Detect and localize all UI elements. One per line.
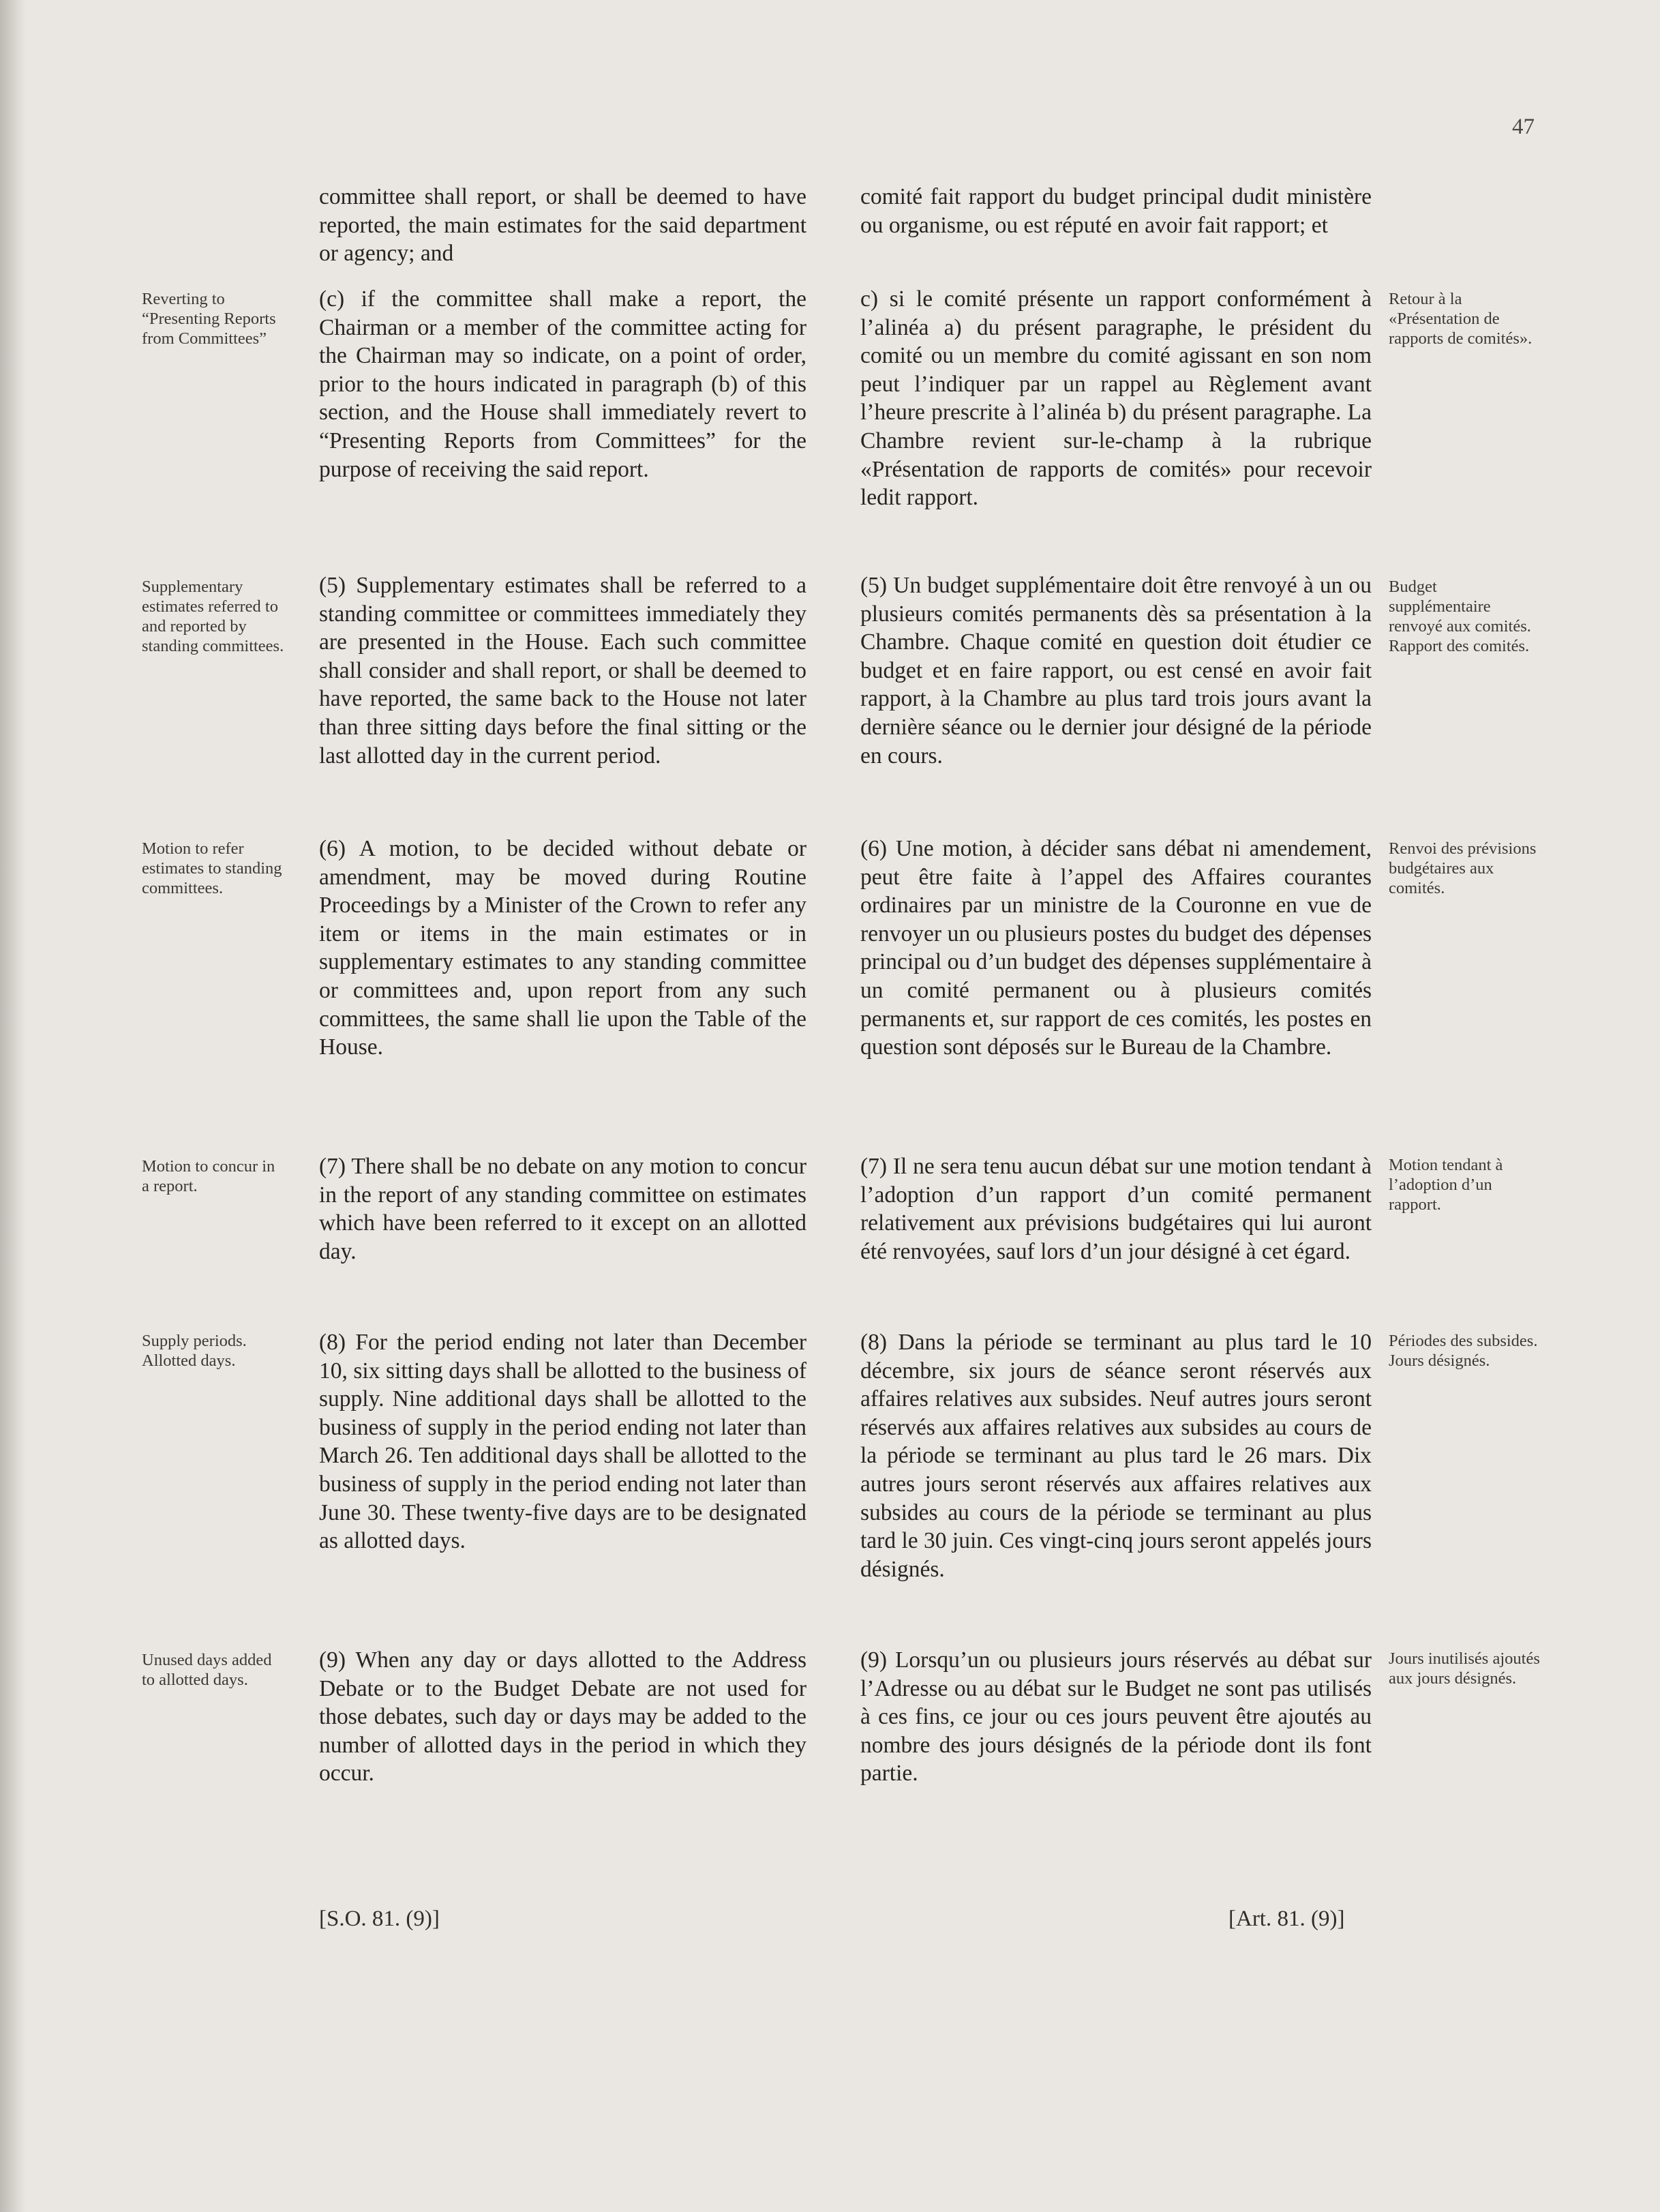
french-article-reference: [Art. 81. (9)] [1228, 1907, 1345, 1931]
french-margin-note: Budget supplémentaire renvoyé aux comités. Rapport des comités. [1389, 578, 1531, 655]
english-margin-note: Reverting to “Presenting Reports from Committees” [142, 290, 276, 348]
french-margin-note: Retour à la «Présentation de rapports de comités». [1389, 290, 1533, 348]
english-margin-note: Motion to concur in a report. [142, 1157, 275, 1195]
english-text: (c) if the committee shall make a report, the Chairman or a member of the committee acting for the Chairman may so indicate, on a point of order, prior to the hours indicated in paragraph (b) of this section, and the House shall immediately revert to “Presenting Reports from Committees” for the purpose of receiving the said report. [319, 286, 806, 482]
english-margin-note: Supplementary estimates referred to and reported by standing committees. [142, 578, 284, 655]
french-text: (6) Une motion, à décider sans débat ni amendement, peut être faite à l’appel des Affaires courantes ordinaires par un ministre de la Couronne en vue de renvoyer un ou plusieurs postes du budget des dépenses principal ou d’un budget des dépenses supplémentaire à un comité permanent ou à plusieurs comités permanents et, sur rapport de ces comités, les postes en question sont déposés sur le Bureau de la Chambre. [860, 836, 1372, 1060]
english-standing-order-reference: [S.O. 81. (9)] [319, 1907, 440, 1931]
english-text: (6) A motion, to be decided without debate or amendment, may be moved during Routine Proceedings by a Minister of the Crown to refer any item or items in the main estimates or in supplementary estimates to any standing committee or committees and, upon report from any such committees, the same shall lie upon the Table of the House. [319, 836, 806, 1060]
french-text: (9) Lorsqu’un ou plusieurs jours réservés au débat sur l’Adresse ou au débat sur le Budget ne sont pas utilisés à ces fins, ce jour ou ces jours peuvent être ajoutés au nombre des jours désignés de la période dont ils font partie. [860, 1647, 1372, 1787]
english-text: (5) Supplementary estimates shall be referred to a standing committee or committees immediately they are presented in the House. Each such committee shall consider and shall report, or shall be deemed to have reported, the same back to the House not later than three sitting days before the final sitting or the last allotted day in the current period. [319, 573, 806, 768]
french-text: c) si le comité présente un rapport conformément à l’alinéa a) du présent paragraphe, le président du comité ou un membre du comité agissant en son nom peut l’indiquer par un rappel au Règlement avant l’heure prescrite à l’alinéa b) du présent paragraphe. La Chambre revient sur-le-champ à la rubrique «Présentation de rapports de comités» pour recevoir ledit rapport. [860, 286, 1372, 511]
french-margin-note: Périodes des subsides. Jours désignés. [1389, 1332, 1538, 1370]
english-text: (7) There shall be no debate on any motion to concur in the report of any standing committee on estimates which have been referred to it except on an allotted day. [319, 1154, 806, 1264]
french-text: (8) Dans la période se terminant au plus tard le 10 décembre, six jours de séance seront réservés aux affaires relatives aux subsides. Neuf autres jours seront réservés aux affaires relatives aux subsides au cours de la période se terminant au plus tard le 26 mars. Dix autres jours seront réservés aux affaires relatives aux subsides au cours de la période se terminant au plus tard le 30 juin. Ces vingt-cinq jours seront appelés jours désignés. [860, 1330, 1372, 1582]
french-margin-note: Motion tendant à l’adoption d’un rapport. [1389, 1156, 1503, 1214]
english-text: committee shall report, or shall be deemed to have reported, the main estimates for the said department or agency; and [319, 184, 806, 267]
french-margin-note: Renvoi des prévisions budgétaires aux comités. [1389, 839, 1537, 897]
english-text: (9) When any day or days allotted to the Address Debate or to the Budget Debate are not used for those debates, such day or days may be added to the number of allotted days in the period in which they occur. [319, 1647, 806, 1787]
english-margin-note: Supply periods. Allotted days. [142, 1332, 247, 1370]
french-text: comité fait rapport du budget principal dudit ministère ou organisme, ou est réputé en avoir fait rapport; et [860, 184, 1372, 238]
french-text: (7) Il ne sera tenu aucun débat sur une motion tendant à l’adoption d’un rapport d’un comité permanent relativement aux prévisions budgétaires qui lui auront été renvoyées, sauf lors d’un jour désigné à cet égard. [860, 1154, 1372, 1264]
french-text: (5) Un budget supplémentaire doit être renvoyé à un ou plusieurs comités permanents dès sa présentation à la Chambre. Chaque comité en question doit étudier ce budget et en faire rapport, ou est censé en avoir fait rapport, à la Chambre au plus tard trois jours avant la dernière séance ou le dernier jour désigné de la période en cours. [860, 573, 1372, 768]
page-number: 47 [1512, 115, 1535, 139]
french-margin-note: Jours inutilisés ajoutés aux jours désignés. [1389, 1649, 1540, 1688]
page-binding-shadow [0, 0, 26, 2212]
english-text: (8) For the period ending not later than December 10, six sitting days shall be allotted to the business of supply. Nine additional days shall be allotted to the business of supply in the period ending not later than March 26. Ten additional days shall be allotted to the business of supply in the period ending not later than June 30. These twenty-five days are to be designated as allotted days. [319, 1330, 806, 1554]
english-margin-note: Unused days added to allotted days. [142, 1651, 272, 1689]
english-margin-note: Motion to refer estimates to standing committees. [142, 839, 282, 897]
